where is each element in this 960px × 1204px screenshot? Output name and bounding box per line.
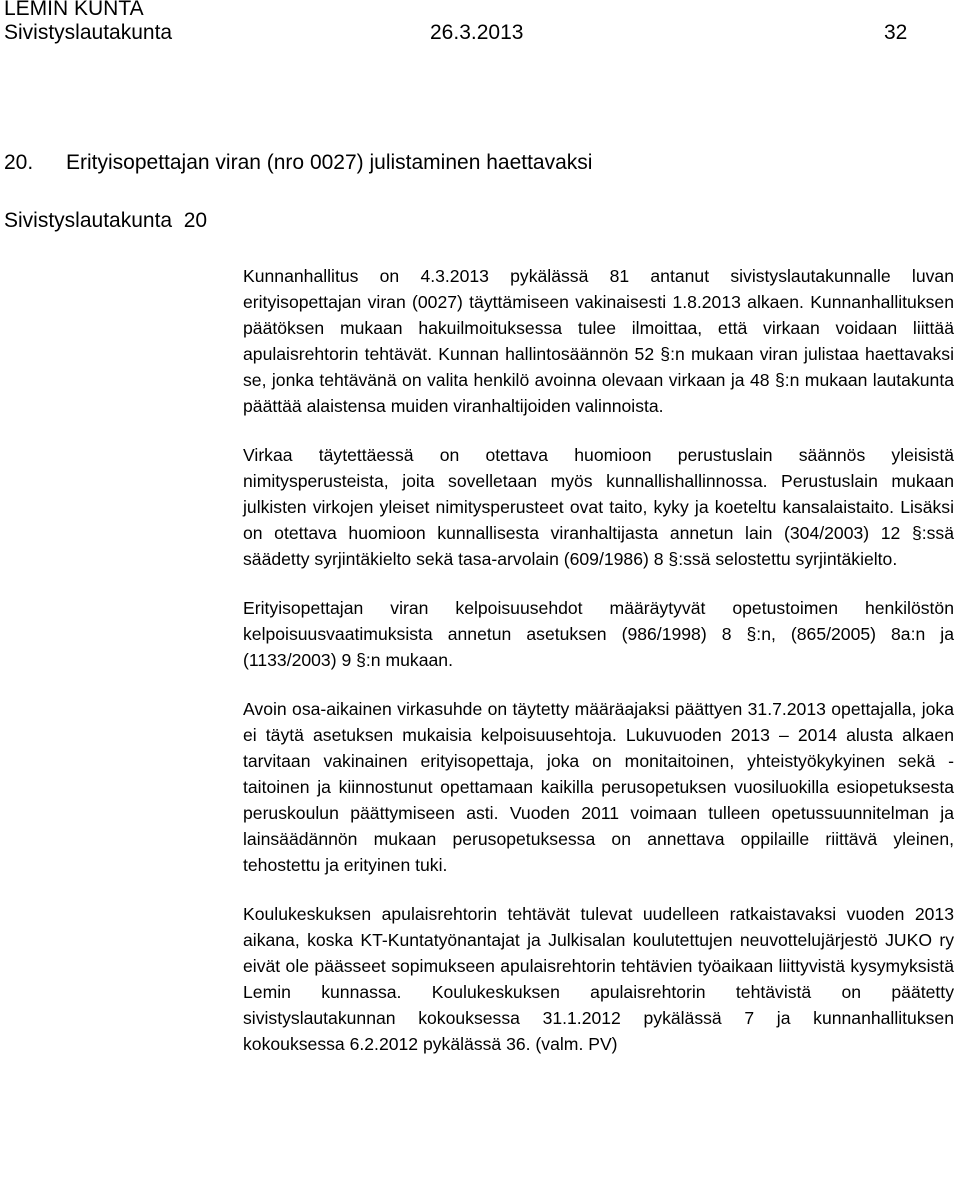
paragraph: Virkaa täytettäessä on otettava huomioon perustuslain säännös yleisistä nimitysperusteista, joita sovelletaan myös kunnallishallinnossa. Perustuslain mukaan julkisten virkojen yleiset nimitysperusteet ovat taito, kyky ja koeteltu kansalaistaito. Lisäksi on otettava huomioon kunnallisesta viranhaltijasta annetun lain (304/2003) 12 §:ssä säädetty syrjintäkielto sekä tasa-arvolain (609/1986) 8 §:ssä selostettu syrjintäkielto. bbox=[243, 445, 954, 569]
header-date: 26.3.2013 bbox=[430, 21, 524, 44]
organization-name: LEMIN KUNTA bbox=[4, 0, 144, 20]
section-title: Erityisopettajan viran (nro 0027) julistaminen haettavaksi bbox=[66, 151, 593, 174]
paragraph: Kunnanhallitus on 4.3.2013 pykälässä 81 antanut sivistyslautakunnalle luvan erityisopettajan viran (0027) täyttämiseen vakinaisesti 1.8.2013 alkaen. Kunnanhallituksen päätöksen mukaan hakuilmoituksessa tulee ilmoittaa, että virkaan voidaan liittää apulaisrehtorin tehtävät. Kunnan hallintosäännön 52 §:n mukaan viran julistaa haettavaksi se, jonka tehtävänä on valita henkilö avoinna olevaan virkaan ja 48 §:n mukaan lautakunta päättää alaistensa muiden viranhaltijoiden valinnoista. bbox=[243, 266, 954, 416]
committee-reference: Sivistyslautakunta 20 bbox=[4, 209, 208, 232]
paragraph: Avoin osa-aikainen virkasuhde on täytetty määräajaksi päättyen 31.7.2013 opettajalla, joka ei täytä asetuksen mukaisia kelpoisuusehtoja. Lukuvuoden 2013 – 2014 alusta alkaen tarvitaan vakinainen erityisopettaja, joka on monitaitoinen, yhteistyökykyinen sekä -taitoinen ja kiinnostunut opettamaan kaikilla perusopetuksen vuosiluokilla esiopetuksesta peruskoulun päättymiseen asti. Vuoden 2011 voimaan tulleen opetussuunnitelman ja lainsäädännön mukaan perusopetuksessa on annettava oppilaille riittävä yleinen, tehostettu ja erityinen tuki. bbox=[243, 699, 954, 875]
paragraph: Koulukeskuksen apulaisrehtorin tehtävät tulevat uudelleen ratkaistavaksi vuoden 2013 aikana, koska KT-Kuntatyönantajat ja Julkisalan koulutettujen neuvottelujärjestö JUKO ry eivät ole päässeet sopimukseen apulaisrehtorin tehtävien työaikaan liittyvistä kysymyksistä Lemin kunnassa. Koulukeskuksen apulaisrehtorin tehtävistä on päätetty sivistyslautakunnan kokouksessa 31.1.2012 pykälässä 7 ja kunnanhallituksen kokouksessa 6.2.2012 pykälässä 36. (valm. PV) bbox=[243, 904, 954, 1054]
header-department: Sivistyslautakunta bbox=[4, 21, 173, 44]
paragraph: Erityisopettajan viran kelpoisuusehdot määräytyvät opetustoimen henkilöstön kelpoisuusvaatimuksista annetun asetuksen (986/1998) 8 §:n, (865/2005) 8a:n ja (1133/2003) 9 §:n mukaan. bbox=[243, 598, 954, 670]
body-text bbox=[243, 263, 954, 1080]
header-page-number: 32 bbox=[884, 21, 908, 44]
section-number: 20. bbox=[4, 151, 34, 174]
